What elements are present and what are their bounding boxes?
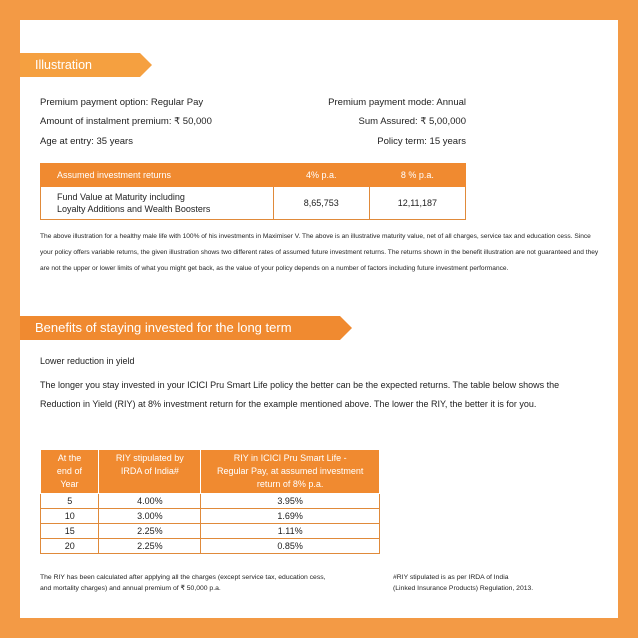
sum-assured: Sum Assured: ₹ 5,00,000 — [358, 116, 466, 127]
irda-regulation-footnote: #RIY stipulated is as per IRDA of India (Linked Insurance Products) Regulation, 2013. — [393, 574, 534, 592]
table-cell: 5 — [41, 494, 99, 509]
table-header-row — [41, 164, 466, 187]
column-header: 8 % p.a. — [369, 164, 465, 187]
table-cell: 1.11% — [201, 524, 380, 539]
table-cell: 4.00% — [99, 494, 201, 509]
age-at-entry: Age at entry: 35 years — [40, 136, 133, 147]
table-row — [41, 524, 380, 539]
policy-term: Policy term: 15 years — [377, 136, 466, 147]
table-cell: 3.95% — [201, 494, 380, 509]
column-header: RIY in ICICI Pru Smart Life - Regular Pay, at assumed investment return of 8% p.a. — [201, 450, 380, 494]
illustration-section-title: Illustration — [20, 53, 140, 77]
table-cell: 1.69% — [201, 509, 380, 524]
table-cell: 3.00% — [99, 509, 201, 524]
premium-mode: Premium payment mode: Annual — [328, 97, 466, 108]
table-cell: 12,11,187 — [369, 187, 465, 220]
illustration-disclaimer: The above illustration for a healthy male life with 100% of his investments in Maximiser V. The above is an illustrative maturity value, net of all charges, service tax and education cess. Since your policy offers variable returns, the given illustration shows two different rates of assumed future investment returns. The returns shown in the benefit illustration are not guaranteed and they are not the upper or lower limits of what you might get back, as the value of your policy depends on a number of factors including future investment performance. — [40, 233, 599, 272]
riy-table — [40, 450, 380, 554]
table-row — [41, 494, 380, 509]
column-header: 4% p.a. — [273, 164, 369, 187]
table-row — [41, 187, 466, 220]
document-page — [20, 20, 618, 618]
table-cell: 20 — [41, 539, 99, 554]
fund-value-table — [40, 163, 466, 220]
table-cell: 2.25% — [99, 524, 201, 539]
benefits-subheading: Lower reduction in yield — [40, 356, 135, 366]
table-row — [41, 539, 380, 554]
column-header: RIY stipulated by IRDA of India# — [99, 450, 201, 494]
band-arrow-tip — [340, 316, 352, 340]
table-row — [41, 509, 380, 524]
row-label: Fund Value at Maturity including Loyalty Additions and Wealth Boosters — [41, 187, 274, 220]
premium-option: Premium payment option: Regular Pay — [40, 97, 204, 108]
instalment-premium: Amount of instalment premium: ₹ 50,000 — [40, 116, 212, 127]
benefits-paragraph: The longer you stay invested in your ICICI Pru Smart Life policy the better can be the expected returns. The table below shows the Reduction in Yield (RIY) at 8% investment return for the example mentioned above. The lower the RIY, the better it is for you. — [40, 380, 560, 409]
column-header: Assumed investment returns — [41, 164, 274, 187]
table-cell: 2.25% — [99, 539, 201, 554]
table-cell: 10 — [41, 509, 99, 524]
table-cell: 0.85% — [201, 539, 380, 554]
table-cell: 15 — [41, 524, 99, 539]
table-header-row — [41, 450, 380, 494]
riy-calculation-footnote: The RIY has been calculated after applying all the charges (except service tax, education cess, and mortality charges) and annual premium of ₹ 50,000 p.a. — [40, 574, 326, 592]
column-header: At the end of Year — [41, 450, 99, 494]
table-cell: 8,65,753 — [273, 187, 369, 220]
band-arrow-tip — [140, 53, 152, 77]
benefits-section-title: Benefits of staying invested for the long term — [20, 316, 340, 340]
